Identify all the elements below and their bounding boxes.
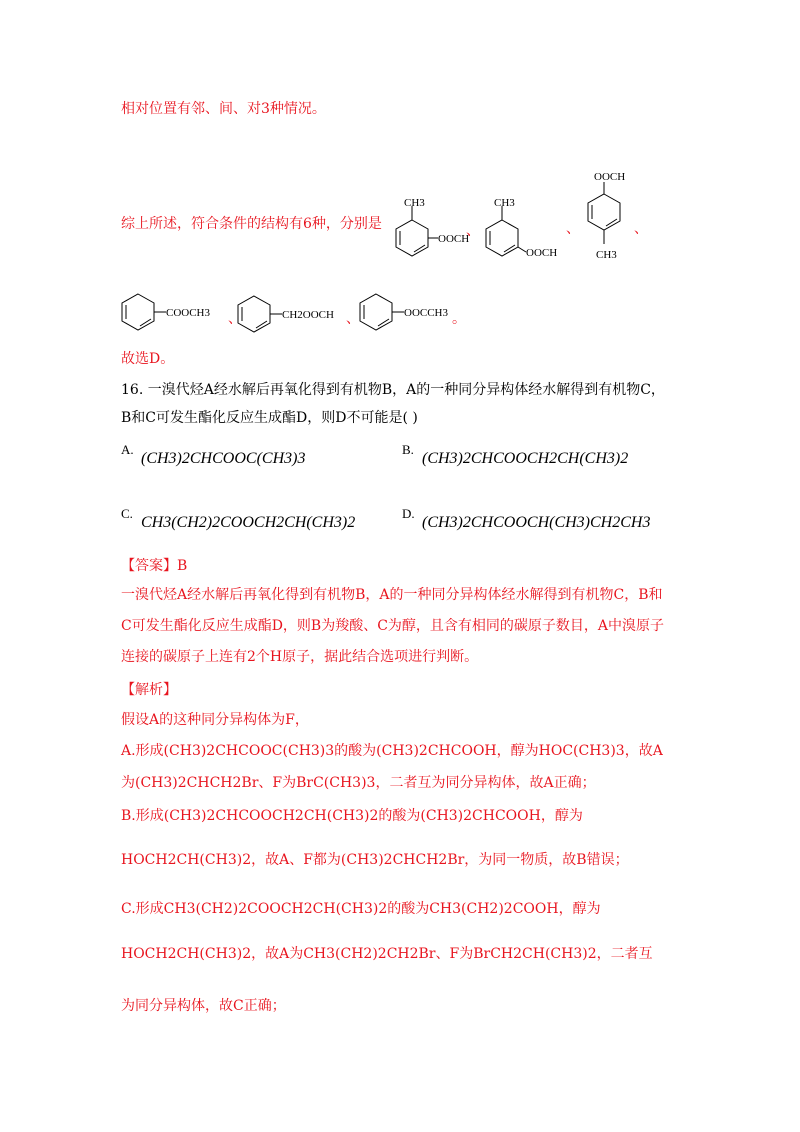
structure-ortho-methylphenyl-formate — [384, 196, 474, 270]
analysis-line: HOCH2CH(CH3)2，故A、F都为(CH3)2CHCH2Br，为同一物质，故B错误； — [121, 852, 629, 868]
option-formula: (CH3)2CHCOOC(CH3)3 — [141, 450, 306, 467]
analysis-line: 为(CH3)2CHCH2Br、F为BrC(CH3)3，二者互为同分异构体，故A正确； — [121, 775, 596, 791]
text-line: 相对位置有邻、间、对3种情况。 — [121, 101, 326, 117]
separator: 、 — [466, 223, 480, 239]
structure-meta-methylphenyl-formate — [480, 196, 575, 270]
analysis-line: A.形成(CH3)2CHCOOC(CH3)3的酸为(CH3)2CHCOOH，醇为HOC(CH3)3，故A — [121, 743, 663, 759]
text-line: 故选D。 — [121, 351, 175, 367]
answer-line: C可发生酯化反应生成酯D，则B为羧酸、C为醇，且含有相同的碳原子数目，A中溴原子 — [121, 618, 665, 634]
substituent-label: CH3 — [596, 249, 617, 261]
text-line: 综上所述，符合条件的结构有6种，分别是 — [121, 216, 382, 232]
option-formula: CH3(CH2)2COOCH2CH(CH3)2 — [141, 514, 356, 531]
analysis-line: 假设A的这种同分异构体为F， — [121, 712, 309, 728]
answer-heading: 【答案】B — [121, 558, 188, 574]
option-label: D. — [402, 506, 415, 521]
substituent-label: OOCH — [438, 233, 470, 245]
substituent-label: CH3 — [494, 197, 515, 209]
substituent-label: CH2OOCH — [282, 309, 334, 321]
option-formula: (CH3)2CHCOOCH2CH(CH3)2 — [422, 450, 629, 467]
analysis-line: C.形成CH3(CH2)2COOCH2CH(CH3)2的酸为CH3(CH2)2COOH，醇为 — [121, 901, 601, 917]
question-16-line-1: 16. 一溴代烃A经水解后再氧化得到有机物B，A的一种同分异构体经水解得到有机物C， — [121, 382, 665, 398]
substituent-label: CH3 — [404, 197, 425, 209]
option-label: A. — [121, 442, 134, 457]
structure-benzyl-formate — [234, 292, 349, 340]
structure-phenyl-acetate — [356, 290, 456, 338]
separator: 、 — [346, 311, 360, 327]
separator: 、 — [566, 221, 580, 237]
separator: 、 — [228, 311, 242, 327]
separator: 、 — [634, 221, 648, 237]
analysis-line: B.形成(CH3)2CHCOOCH2CH(CH3)2的酸为(CH3)2CHCOOH，醇为 — [121, 808, 583, 824]
analysis-heading: 【解析】 — [121, 682, 177, 698]
option-label: B. — [402, 442, 414, 457]
answer-line: 连接的碳原子上连有2个H原子，据此结合选项进行判断。 — [121, 649, 479, 665]
answer-line: 一溴代烃A经水解后再氧化得到有机物B，A的一种同分异构体经水解得到有机物C，B和 — [121, 587, 663, 603]
substituent-label: COOCH3 — [166, 307, 211, 319]
option-formula: (CH3)2CHCOOCH(CH3)CH2CH3 — [422, 514, 651, 531]
substituent-label: OOCH — [526, 247, 558, 259]
option-label: C. — [121, 506, 133, 521]
structure-methyl-benzoate — [118, 290, 228, 338]
analysis-line: 为同分异构体，故C正确； — [121, 998, 286, 1014]
analysis-line: HOCH2CH(CH3)2，故A为CH3(CH2)2CH2Br、F为BrCH2CH(CH3)2，二者互 — [121, 946, 653, 962]
substituent-label: OOCH — [594, 171, 626, 183]
question-16-line-2: B和C可发生酯化反应生成酯D，则D不可能是( ) — [121, 410, 418, 426]
period: 。 — [452, 311, 466, 327]
substituent-label: OOCCH3 — [404, 307, 449, 319]
